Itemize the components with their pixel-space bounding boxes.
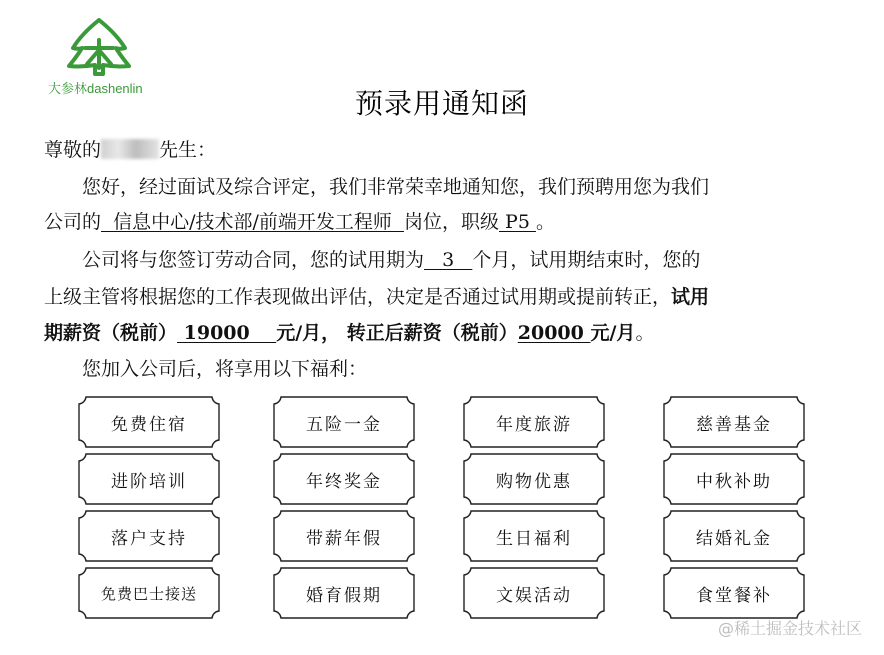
probation-months: 3 xyxy=(424,249,473,271)
evaluation-line xyxy=(44,284,709,310)
text-segment: 公司的 xyxy=(44,211,102,233)
benefit-label: 进阶培训 xyxy=(111,471,187,492)
benefit-item xyxy=(663,396,805,448)
text-segment: 岗位，职级 xyxy=(403,211,499,233)
benefit-label: 落户支持 xyxy=(111,528,187,549)
salary-line xyxy=(44,320,654,346)
benefit-label: 慈善基金 xyxy=(696,414,772,435)
benefit-item xyxy=(78,453,220,505)
benefit-label: 免费住宿 xyxy=(111,414,187,435)
greeting-prefix: 尊敬的 xyxy=(44,139,102,161)
text-segment: 。 xyxy=(635,322,655,344)
greeting-line xyxy=(44,137,216,163)
level-value: P5 xyxy=(499,211,536,233)
tree-logo-icon xyxy=(67,18,131,76)
logo-text: 大参林dashenlin xyxy=(48,81,143,96)
position-value: 信息中心/技术部/前端开发工程师 xyxy=(101,211,404,233)
benefits-intro: 您加入公司后，将享用以下福利： xyxy=(82,358,368,380)
benefit-label: 年终奖金 xyxy=(306,471,382,492)
watermark: @稀土掘金技术社区 xyxy=(717,619,862,638)
greeting-suffix: 先生： xyxy=(159,139,217,161)
benefit-label: 购物优惠 xyxy=(496,471,572,492)
bold-segment: 试用 xyxy=(671,286,710,308)
benefit-item xyxy=(663,510,805,562)
bold-segment: 元/月 xyxy=(590,322,636,344)
benefit-item xyxy=(663,567,805,619)
benefit-label: 带薪年假 xyxy=(306,528,382,549)
benefit-label: 食堂餐补 xyxy=(696,585,772,606)
benefit-label: 文娱活动 xyxy=(496,585,572,606)
benefit-item xyxy=(463,567,605,619)
position-line xyxy=(44,209,555,235)
text-segment: 。 xyxy=(535,211,555,233)
benefit-item xyxy=(273,510,415,562)
benefit-item xyxy=(273,453,415,505)
benefit-label: 五险一金 xyxy=(306,414,382,435)
text-segment: 个月，试用期结束时，您的 xyxy=(472,249,701,271)
page-title: 预录用通知函 xyxy=(354,87,529,120)
text-segment: 上级主管将根据您的工作表现做出评估，决定是否通过试用期或提前转正， xyxy=(44,286,672,308)
benefit-label: 免费巴士接送 xyxy=(100,584,197,603)
benefit-item xyxy=(663,453,805,505)
paragraph-line: 您好，经过面试及综合评定，我们非常荣幸地通知您，我们预聘用您为我们 xyxy=(82,176,710,198)
redacted-name xyxy=(101,139,159,159)
benefit-item xyxy=(463,396,605,448)
benefit-item xyxy=(273,396,415,448)
benefit-item xyxy=(78,567,220,619)
benefit-label: 结婚礼金 xyxy=(696,528,772,549)
benefit-item xyxy=(273,567,415,619)
probation-salary: 19000 xyxy=(177,322,277,344)
benefit-label: 年度旅游 xyxy=(496,414,572,435)
benefit-item xyxy=(463,453,605,505)
benefit-item xyxy=(463,510,605,562)
benefit-label: 婚育假期 xyxy=(306,585,382,606)
text-segment: 公司将与您签订劳动合同，您的试用期为 xyxy=(82,249,425,271)
benefit-label: 中秋补助 xyxy=(696,471,772,492)
benefit-item xyxy=(78,396,220,448)
regular-salary: 20000 xyxy=(517,322,591,344)
probation-line xyxy=(82,247,700,273)
benefit-label: 生日福利 xyxy=(496,528,572,549)
benefit-item xyxy=(78,510,220,562)
bold-segment: 元/月， 转正后薪资（税前） xyxy=(276,322,518,344)
bold-segment: 期薪资（税前） xyxy=(44,322,178,344)
